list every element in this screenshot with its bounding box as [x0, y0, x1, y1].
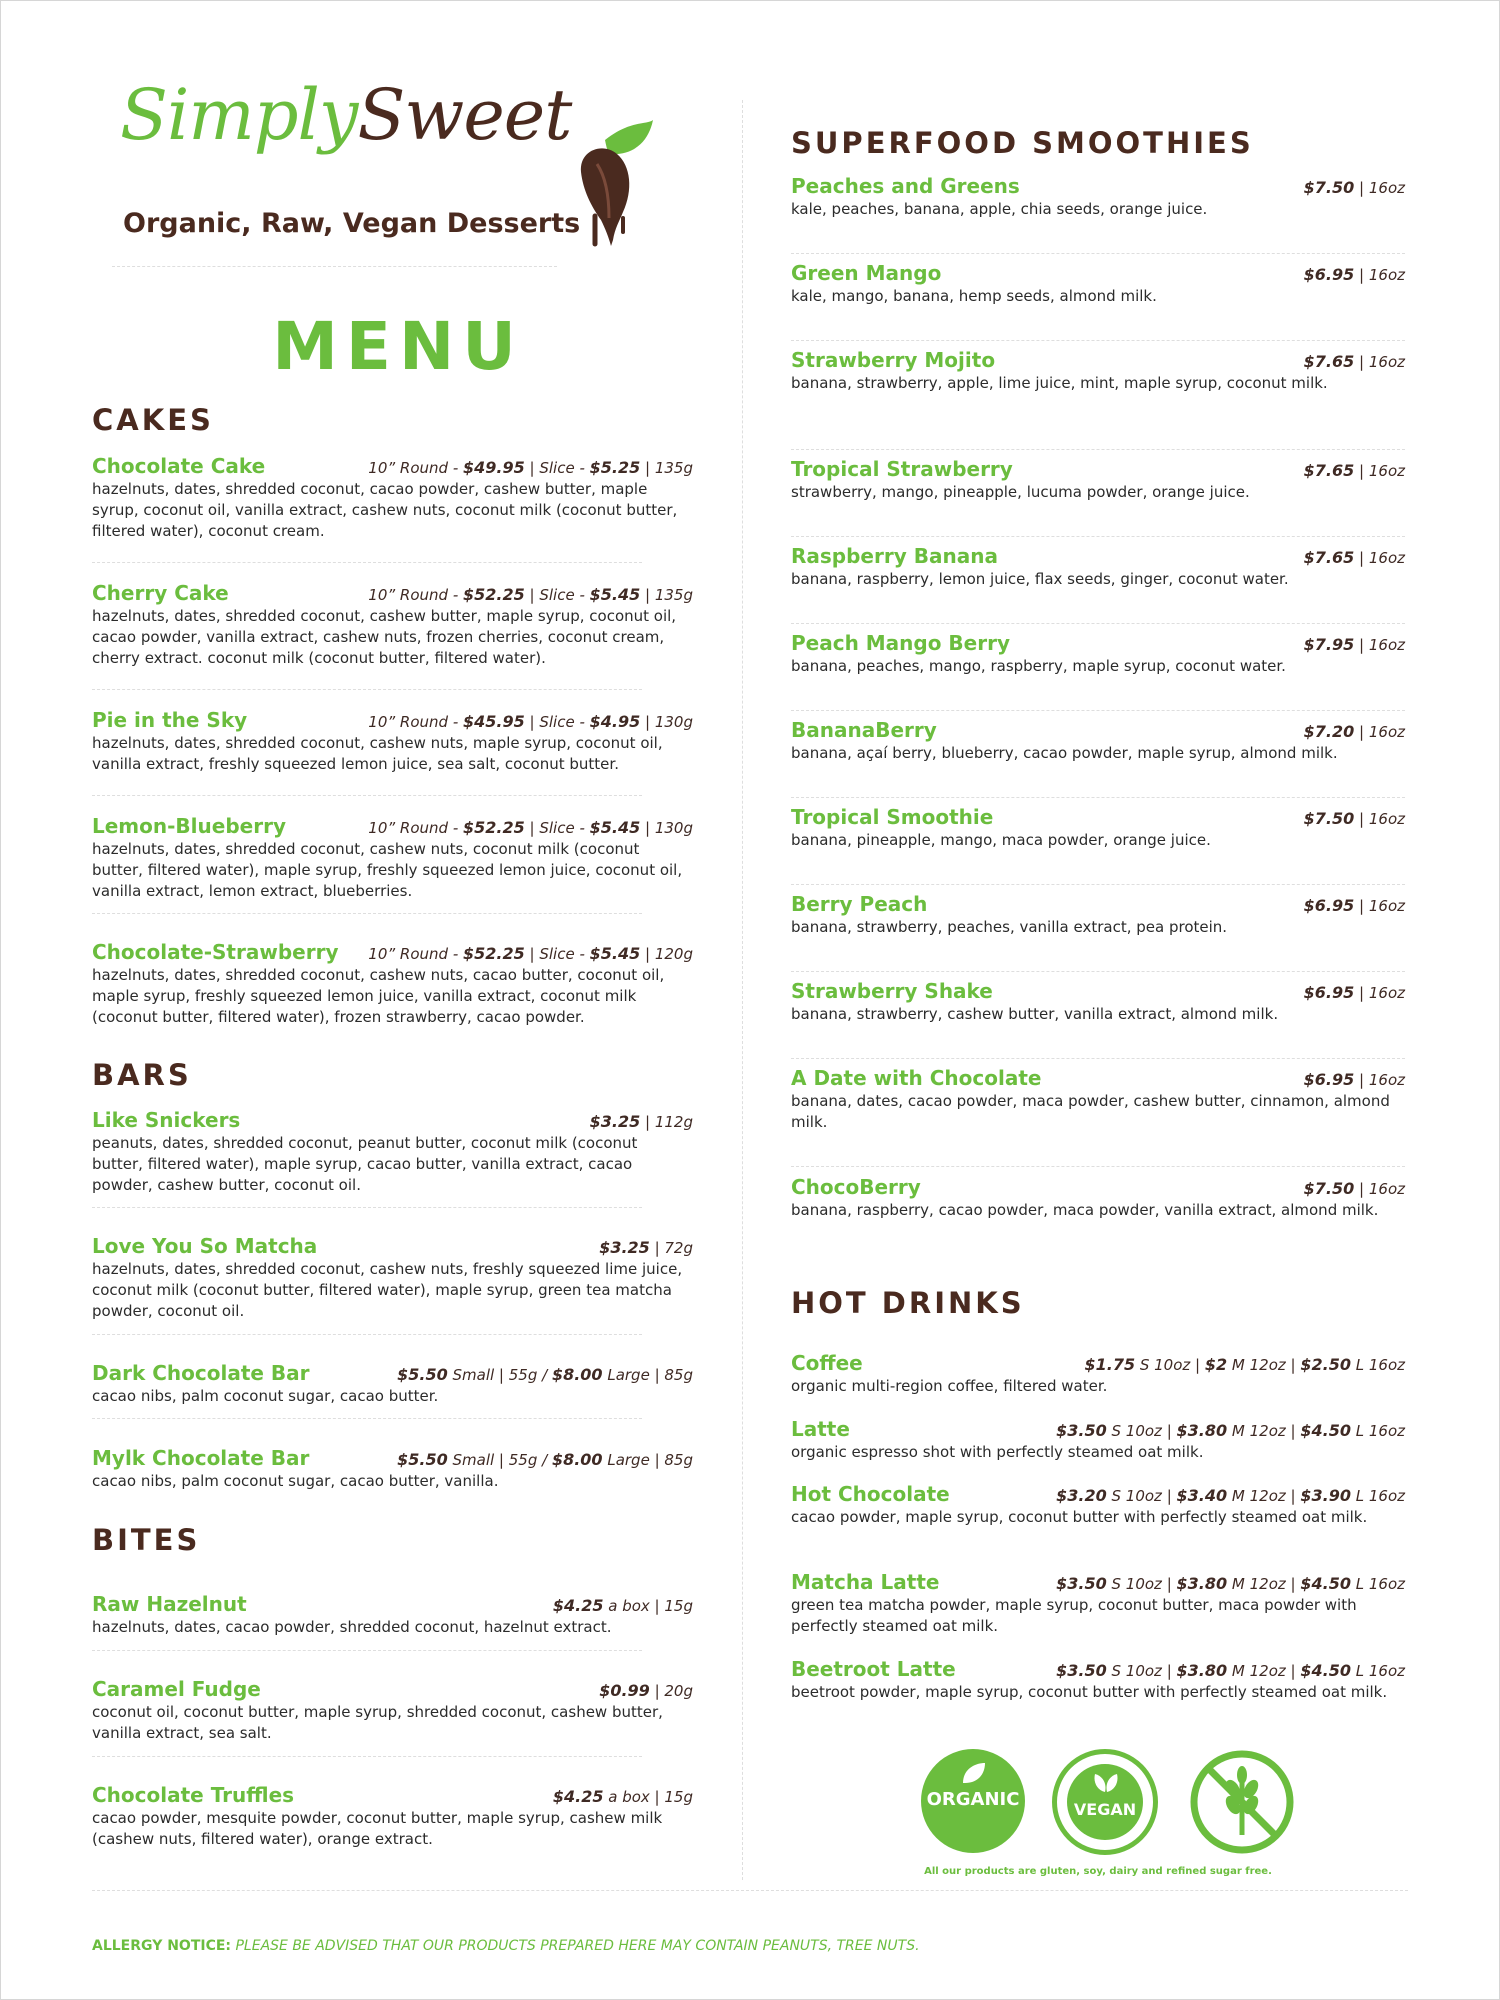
item-price: $1.75 S 10oz | $2 M 12oz | $2.50 L 16oz [1084, 1355, 1405, 1374]
menu-item [791, 979, 1405, 1025]
allergy-label: ALLERGY NOTICE: [92, 1938, 232, 1954]
section-title-hot-drinks: HOT DRINKS [791, 1286, 1025, 1320]
item-name: Beetroot Latte [791, 1657, 956, 1681]
item-divider [791, 710, 1405, 711]
item-name: Peaches and Greens [791, 174, 1020, 198]
item-name: Berry Peach [791, 892, 928, 916]
item-name: Coffee [791, 1351, 863, 1375]
item-price: $7.65 | 16oz [1303, 352, 1405, 371]
item-description: strawberry, mango, pineapple, lucuma powder, orange juice. [791, 483, 1250, 501]
item-description: hazelnuts, dates, shredded coconut, cashew butter, maple syrup, coconut oil, cacao powder, vanilla extract, cashew nuts, frozen cherries, coconut cream, cherry extract. coconut milk (coconut butter, filtered water). [92, 607, 677, 667]
item-divider [791, 449, 1405, 450]
item-description: hazelnuts, dates, cacao powder, shredded coconut, hazelnut extract. [92, 1618, 612, 1636]
menu-item [92, 1234, 693, 1322]
menu-item [791, 544, 1405, 590]
item-price: 10” Round - $52.25 | Slice - $5.45 | 135g [368, 585, 693, 604]
menu-item [92, 1677, 693, 1744]
item-name: Pie in the Sky [92, 708, 248, 732]
item-description: beetroot powder, maple syrup, coconut butter with perfectly steamed oat milk. [791, 1683, 1388, 1701]
item-divider [791, 253, 1405, 254]
logo-divider [112, 266, 557, 267]
item-name: Green Mango [791, 261, 942, 285]
item-name: Peach Mango Berry [791, 631, 1011, 655]
menu-item [791, 631, 1405, 677]
item-divider [791, 971, 1405, 972]
item-price: $4.25 a box | 15g [552, 1596, 693, 1615]
item-price: $6.95 | 16oz [1303, 265, 1405, 284]
item-description: hazelnuts, dates, shredded coconut, cacao powder, cashew butter, maple syrup, coconut oil, vanilla extract, cashew nuts, coconut milk (coconut butter, filtered water), coconut cream. [92, 480, 678, 540]
item-price: $3.20 S 10oz | $3.40 M 12oz | $3.90 L 16oz [1056, 1486, 1405, 1505]
menu-item [92, 708, 693, 775]
menu-item [92, 940, 693, 1028]
item-divider [791, 536, 1405, 537]
menu-item [92, 814, 693, 902]
menu-item [92, 1361, 693, 1407]
item-name: Chocolate-Strawberry [92, 940, 339, 964]
item-divider [92, 689, 642, 690]
item-divider [92, 1650, 642, 1651]
item-divider [92, 1207, 642, 1208]
item-description: banana, raspberry, lemon juice, flax seeds, ginger, coconut water. [791, 570, 1289, 588]
item-description: banana, raspberry, cacao powder, maca powder, vanilla extract, almond milk. [791, 1201, 1379, 1219]
item-name: ChocoBerry [791, 1175, 921, 1199]
menu-item [791, 457, 1405, 503]
menu-item [791, 1417, 1405, 1463]
item-description: peanuts, dates, shredded coconut, peanut butter, coconut milk (coconut butter, filtered water), maple syrup, cacao butter, vanilla extract, cacao powder, cashew butter, coconut oil. [92, 1134, 638, 1194]
item-divider [92, 562, 642, 563]
menu-item [791, 892, 1405, 938]
menu-item [791, 1066, 1405, 1133]
item-name: Raspberry Banana [791, 544, 998, 568]
section-title-smoothies: SUPERFOOD SMOOTHIES [791, 126, 1254, 160]
logo [120, 74, 680, 280]
item-description: banana, pineapple, mango, maca powder, orange juice. [791, 831, 1211, 849]
item-description: hazelnuts, dates, shredded coconut, cashew nuts, coconut milk (coconut butter, filtered water), maple syrup, freshly squeezed lemon juice, coconut oil, vanilla extract, lemon extract, blueberries. [92, 840, 683, 900]
item-name: Chocolate Truffles [92, 1783, 295, 1807]
allergy-text: PLEASE BE ADVISED THAT OUR PRODUCTS PREPARED HERE MAY CONTAIN PEANUTS, TREE NUTS. [231, 1938, 920, 1954]
allergy-notice [92, 1938, 920, 1954]
item-price: $7.95 | 16oz [1303, 635, 1405, 654]
item-description: cacao nibs, palm coconut sugar, cacao butter. [92, 1387, 439, 1405]
item-description: kale, mango, banana, hemp seeds, almond milk. [791, 287, 1157, 305]
menu-item [92, 581, 693, 669]
item-price: $3.25 | 72g [599, 1238, 693, 1257]
item-price: $5.50 Small | 55g / $8.00 Large | 85g [397, 1450, 693, 1469]
item-name: Mylk Chocolate Bar [92, 1446, 310, 1470]
item-price: $6.95 | 16oz [1303, 896, 1405, 915]
item-name: Like Snickers [92, 1108, 241, 1132]
menu-item [92, 1783, 693, 1850]
item-price: $7.65 | 16oz [1303, 461, 1405, 480]
item-description: banana, strawberry, peaches, vanilla extract, pea protein. [791, 918, 1228, 936]
item-name: Tropical Strawberry [791, 457, 1013, 481]
item-name: Strawberry Shake [791, 979, 993, 1003]
item-name: Tropical Smoothie [791, 805, 994, 829]
item-description: banana, strawberry, apple, lime juice, mint, maple syrup, coconut milk. [791, 374, 1328, 392]
section-title-bars: BARS [92, 1058, 192, 1092]
item-description: organic multi-region coffee, filtered water. [791, 1377, 1108, 1395]
item-description: kale, peaches, banana, apple, chia seeds, orange juice. [791, 200, 1208, 218]
menu-item [791, 1351, 1405, 1397]
menu-item [791, 1570, 1405, 1637]
item-description: green tea matcha powder, maple syrup, coconut butter, maca powder with perfectly steamed oat milk. [791, 1596, 1357, 1635]
menu-item [791, 261, 1405, 307]
item-price: $3.50 S 10oz | $3.80 M 12oz | $4.50 L 16oz [1056, 1421, 1405, 1440]
item-name: Dark Chocolate Bar [92, 1361, 310, 1385]
item-description: cacao powder, mesquite powder, coconut butter, maple syrup, cashew milk (cashew nuts, filtered water), orange extract. [92, 1809, 663, 1848]
item-description: cacao powder, maple syrup, coconut butter with perfectly steamed oat milk. [791, 1508, 1368, 1526]
item-price: $3.25 | 112g [589, 1112, 693, 1131]
leaf-icon [959, 1761, 987, 1787]
section-title-cakes: CAKES [92, 403, 214, 437]
item-price: $0.99 | 20g [599, 1681, 693, 1700]
item-price: $7.50 | 16oz [1303, 1179, 1405, 1198]
item-name: Caramel Fudge [92, 1677, 261, 1701]
menu-item [791, 718, 1405, 764]
item-description: banana, peaches, mango, raspberry, maple syrup, coconut water. [791, 657, 1286, 675]
item-divider [92, 795, 642, 796]
item-name: Raw Hazelnut [92, 1592, 247, 1616]
item-divider [92, 1418, 642, 1419]
item-divider [791, 340, 1405, 341]
item-price: $7.20 | 16oz [1303, 722, 1405, 741]
item-description: hazelnuts, dates, shredded coconut, cashew nuts, maple syrup, coconut oil, vanilla extract, freshly squeezed lemon juice, sea salt, coconut butter. [92, 734, 663, 773]
brand-part-sweet: Sweet [357, 74, 572, 156]
item-name: A Date with Chocolate [791, 1066, 1042, 1090]
item-price: $3.50 S 10oz | $3.80 M 12oz | $4.50 L 16oz [1056, 1574, 1405, 1593]
item-divider [791, 1166, 1405, 1167]
item-description: cacao nibs, palm coconut sugar, cacao butter, vanilla. [92, 1472, 499, 1490]
menu-item [92, 1446, 693, 1492]
item-price: $7.50 | 16oz [1303, 809, 1405, 828]
item-description: banana, açaí berry, blueberry, cacao powder, maple syrup, almond milk. [791, 744, 1338, 762]
item-divider [92, 913, 642, 914]
item-divider [92, 1334, 642, 1335]
item-name: Lemon-Blueberry [92, 814, 286, 838]
no-wheat-icon [1189, 1749, 1295, 1855]
menu-item [92, 454, 693, 542]
item-price: 10” Round - $49.95 | Slice - $5.25 | 135g [368, 458, 693, 477]
item-price: $4.25 a box | 15g [552, 1787, 693, 1806]
menu-item [92, 1592, 693, 1638]
item-name: Matcha Latte [791, 1570, 940, 1594]
item-description: coconut oil, coconut butter, maple syrup, shredded coconut, cashew butter, vanilla extract, sea salt. [92, 1703, 663, 1742]
item-price: $5.50 Small | 55g / $8.00 Large | 85g [397, 1365, 693, 1384]
menu-item [791, 1482, 1405, 1528]
item-price: $7.65 | 16oz [1303, 548, 1405, 567]
item-price: 10” Round - $45.95 | Slice - $4.95 | 130g [368, 712, 693, 731]
item-divider [791, 1058, 1405, 1059]
organic-badge-text: ORGANIC [926, 1789, 1020, 1810]
section-title-bites: BITES [92, 1523, 201, 1557]
dietary-footnote: All our products are gluten, soy, dairy and refined sugar free. [924, 1866, 1272, 1877]
item-description: hazelnuts, dates, shredded coconut, cashew nuts, freshly squeezed lime juice, coconut milk (coconut butter, filtered water), maple syrup, green tea matcha powder, coconut oil. [92, 1260, 683, 1320]
menu-title: MENU [272, 308, 524, 385]
item-name: Strawberry Mojito [791, 348, 996, 372]
menu-item [791, 1175, 1405, 1221]
item-description: organic espresso shot with perfectly steamed oat milk. [791, 1443, 1204, 1461]
item-price: 10” Round - $52.25 | Slice - $5.45 | 120g [368, 944, 693, 963]
menu-item [791, 1657, 1405, 1703]
item-name: Love You So Matcha [92, 1234, 318, 1258]
menu-item [92, 1108, 693, 1196]
menu-item [791, 174, 1405, 220]
item-price: 10” Round - $52.25 | Slice - $5.45 | 130g [368, 818, 693, 837]
item-name: Latte [791, 1417, 850, 1441]
footer-divider [92, 1890, 1408, 1891]
item-name: Chocolate Cake [92, 454, 266, 478]
item-divider [791, 884, 1405, 885]
item-name: BananaBerry [791, 718, 937, 742]
chocolate-leaf-icon [575, 120, 655, 270]
item-description: banana, strawberry, cashew butter, vanilla extract, almond milk. [791, 1005, 1279, 1023]
item-description: hazelnuts, dates, shredded coconut, cashew nuts, cacao butter, coconut oil, maple syrup, freshly squeezed lemon juice, vanilla extract, coconut milk (coconut butter, filtered water), frozen strawberry, cacao powder. [92, 966, 665, 1026]
menu-item [791, 805, 1405, 851]
leaves-icon [1091, 1770, 1121, 1794]
item-name: Cherry Cake [92, 581, 229, 605]
brand-name [120, 74, 572, 156]
brand-part-simply: Simply [120, 74, 358, 156]
item-divider [791, 797, 1405, 798]
item-price: $7.50 | 16oz [1303, 178, 1405, 197]
organic-badge [921, 1749, 1025, 1853]
column-divider [742, 100, 743, 1880]
item-divider [791, 623, 1405, 624]
item-name: Hot Chocolate [791, 1482, 950, 1506]
item-description: banana, dates, cacao powder, maca powder, cashew butter, cinnamon, almond milk. [791, 1092, 1390, 1131]
item-price: $6.95 | 16oz [1303, 983, 1405, 1002]
vegan-badge [1052, 1749, 1158, 1855]
item-price: $6.95 | 16oz [1303, 1070, 1405, 1089]
item-divider [92, 1756, 642, 1757]
menu-item [791, 348, 1405, 394]
tagline: Organic, Raw, Vegan Desserts [123, 208, 581, 239]
vegan-badge-text: VEGAN [1073, 1800, 1137, 1819]
item-price: $3.50 S 10oz | $3.80 M 12oz | $4.50 L 16oz [1056, 1661, 1405, 1680]
